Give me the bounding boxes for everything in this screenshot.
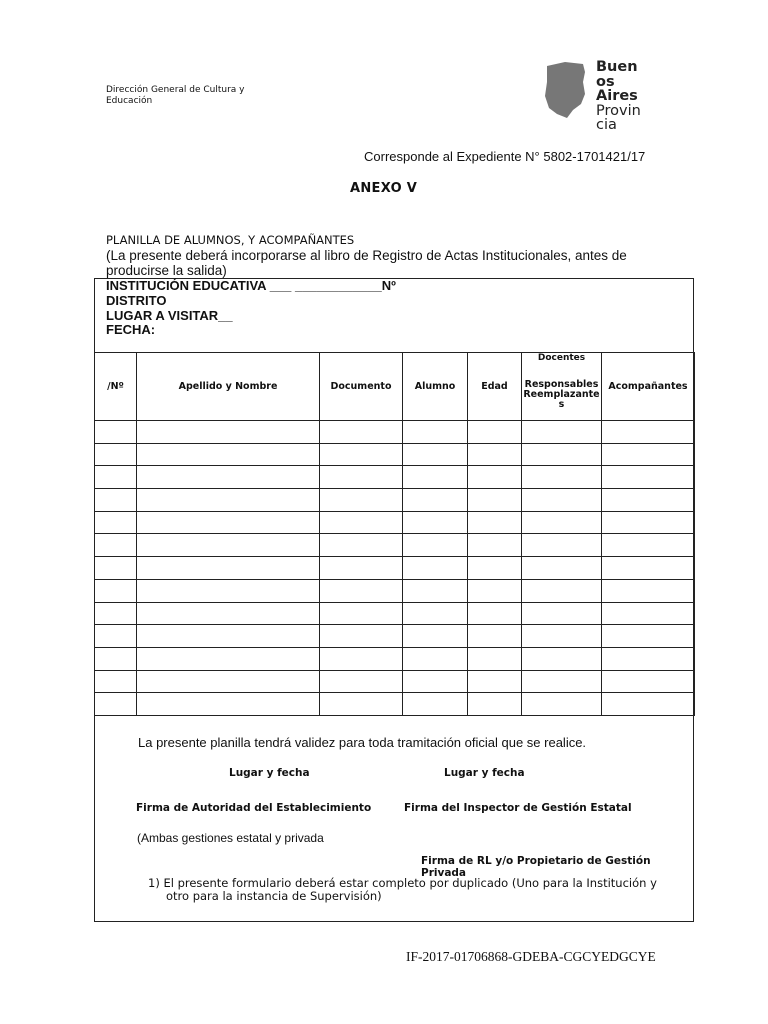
- col-header-num: /Nº: [95, 353, 137, 421]
- table-cell[interactable]: [468, 602, 522, 625]
- logo-line-3: Aires: [596, 88, 638, 104]
- table-row: [95, 602, 695, 625]
- anexo-title: ANEXO V: [350, 181, 418, 196]
- formulario-note: [148, 877, 678, 903]
- table-cell[interactable]: [468, 693, 522, 716]
- direccion-general-label: Dirección General de Cultura y Educación: [106, 85, 245, 106]
- table-cell[interactable]: [602, 511, 695, 534]
- table-cell[interactable]: [522, 534, 602, 557]
- table-row: [95, 557, 695, 580]
- table-cell[interactable]: [320, 557, 403, 580]
- col-header-docentes: [522, 353, 602, 421]
- table-row: [95, 421, 695, 444]
- table-cell[interactable]: [137, 534, 320, 557]
- table-cell[interactable]: [468, 443, 522, 466]
- table-cell[interactable]: [602, 489, 695, 512]
- table-cell[interactable]: [95, 670, 137, 693]
- logo-line-4: Provin: [596, 102, 641, 119]
- table-cell[interactable]: [137, 602, 320, 625]
- table-row: [95, 579, 695, 602]
- docentes-label: Docentes: [537, 353, 586, 363]
- table-cell[interactable]: [95, 579, 137, 602]
- table-cell[interactable]: [522, 443, 602, 466]
- table-cell[interactable]: [468, 579, 522, 602]
- table-cell[interactable]: [320, 534, 403, 557]
- col-header-documento: Documento: [320, 353, 403, 421]
- table-cell[interactable]: [95, 489, 137, 512]
- table-cell[interactable]: [320, 443, 403, 466]
- table-row: [95, 534, 695, 557]
- table-cell[interactable]: [602, 534, 695, 557]
- logo-text: [596, 60, 641, 133]
- table-cell[interactable]: [403, 579, 468, 602]
- table-cell[interactable]: [320, 421, 403, 444]
- buenos-aires-logo: [543, 58, 683, 138]
- firma-representante-legal: Firma de RL y/o Propietario de Gestión Privada: [421, 855, 651, 879]
- table-cell[interactable]: [95, 693, 137, 716]
- table-cell[interactable]: [95, 534, 137, 557]
- table-cell[interactable]: [137, 511, 320, 534]
- table-cell[interactable]: [320, 579, 403, 602]
- table-row: [95, 693, 695, 716]
- table-cell[interactable]: [602, 557, 695, 580]
- table-row: [95, 670, 695, 693]
- formulario-note-line-1: 1) El presente formulario deberá estar completo por duplicado (Uno para la Institución y: [148, 876, 657, 890]
- table-cell[interactable]: [320, 647, 403, 670]
- table-cell[interactable]: [95, 602, 137, 625]
- institution-line: INSTITUCIÓN EDUCATIVA ___ ____________Nº: [106, 278, 396, 293]
- table-cell[interactable]: [137, 421, 320, 444]
- table-cell[interactable]: [320, 625, 403, 648]
- table-cell[interactable]: [468, 511, 522, 534]
- table-cell[interactable]: [468, 466, 522, 489]
- table-cell[interactable]: [522, 625, 602, 648]
- table-cell[interactable]: [522, 602, 602, 625]
- logo-line-5: cia: [596, 117, 617, 133]
- table-cell[interactable]: [137, 647, 320, 670]
- table-row: [95, 489, 695, 512]
- table-cell[interactable]: [95, 421, 137, 444]
- table-cell[interactable]: [320, 511, 403, 534]
- province-map-icon: [543, 60, 587, 120]
- table-cell[interactable]: [403, 602, 468, 625]
- table-cell[interactable]: [95, 443, 137, 466]
- table-cell[interactable]: [522, 647, 602, 670]
- table-cell[interactable]: [602, 670, 695, 693]
- logo-line-1: Buen: [596, 59, 638, 75]
- table-cell[interactable]: [468, 625, 522, 648]
- col-header-alumno: Alumno: [403, 353, 468, 421]
- table-cell[interactable]: [522, 489, 602, 512]
- table-cell[interactable]: [95, 466, 137, 489]
- col-header-acompanantes: Acompañantes: [602, 353, 695, 421]
- table-cell[interactable]: [403, 511, 468, 534]
- table-cell[interactable]: [403, 647, 468, 670]
- table-cell[interactable]: [403, 443, 468, 466]
- table-cell[interactable]: [602, 602, 695, 625]
- table-cell[interactable]: [137, 670, 320, 693]
- table-cell[interactable]: [403, 693, 468, 716]
- expediente-reference: Corresponde al Expediente N° 5802-1701421/17: [364, 149, 646, 164]
- table-body: [95, 421, 695, 716]
- table-cell[interactable]: [602, 579, 695, 602]
- table-row: [95, 647, 695, 670]
- table-cell[interactable]: [137, 579, 320, 602]
- table-cell[interactable]: [320, 602, 403, 625]
- table-cell[interactable]: [137, 489, 320, 512]
- table-cell[interactable]: [522, 466, 602, 489]
- student-table: [94, 352, 695, 716]
- table-cell[interactable]: [602, 421, 695, 444]
- table-cell[interactable]: [468, 670, 522, 693]
- table-cell[interactable]: [468, 647, 522, 670]
- table-cell[interactable]: [468, 489, 522, 512]
- table-row: [95, 511, 695, 534]
- table-cell[interactable]: [320, 693, 403, 716]
- table-cell[interactable]: [95, 511, 137, 534]
- table-cell[interactable]: [602, 693, 695, 716]
- institution-block: [106, 279, 396, 338]
- table-cell[interactable]: [95, 557, 137, 580]
- firma-autoridad: Firma de Autoridad del Establecimiento: [136, 802, 372, 814]
- table-cell[interactable]: [602, 466, 695, 489]
- planilla-title: PLANILLA DE ALUMNOS, Y ACOMPAÑANTES: [106, 233, 355, 247]
- fecha-line: FECHA:: [106, 322, 156, 338]
- table-cell[interactable]: [602, 625, 695, 648]
- table-cell[interactable]: [602, 647, 695, 670]
- table-cell[interactable]: [602, 443, 695, 466]
- table-cell[interactable]: [95, 647, 137, 670]
- table-header-row: [95, 353, 695, 421]
- table-cell[interactable]: [522, 693, 602, 716]
- table-row: [95, 443, 695, 466]
- lugar-visitar-line: LUGAR A VISITAR__: [106, 307, 233, 323]
- table-cell[interactable]: [522, 421, 602, 444]
- table-cell[interactable]: [137, 625, 320, 648]
- table-row: [95, 466, 695, 489]
- table-cell[interactable]: [468, 534, 522, 557]
- table-cell[interactable]: [522, 579, 602, 602]
- formulario-note-line-2: otro para la instancia de Supervisión): [166, 889, 382, 903]
- table-cell[interactable]: [522, 557, 602, 580]
- table-cell[interactable]: [95, 625, 137, 648]
- ambas-gestiones-note: (Ambas gestiones estatal y privada: [137, 831, 324, 845]
- table-cell[interactable]: [403, 421, 468, 444]
- table-cell[interactable]: [320, 489, 403, 512]
- table-cell[interactable]: [403, 625, 468, 648]
- table-cell[interactable]: [403, 466, 468, 489]
- table-cell[interactable]: [403, 557, 468, 580]
- lugar-fecha-1: Lugar y fecha: [229, 767, 310, 779]
- table-row: [95, 625, 695, 648]
- firma-inspector: Firma del Inspector de Gestión Estatal: [404, 802, 632, 814]
- table-cell[interactable]: [522, 670, 602, 693]
- table-cell[interactable]: [137, 557, 320, 580]
- planilla-note: (La presente deberá incorporarse al libro de Registro de Actas Institucionales, antes de producirse la salida): [106, 248, 627, 278]
- table-cell[interactable]: [468, 557, 522, 580]
- table-cell[interactable]: [403, 670, 468, 693]
- logo-line-2: os: [596, 73, 615, 90]
- responsables-label: Responsables Reemplazantes: [523, 378, 600, 410]
- table-cell[interactable]: [137, 466, 320, 489]
- table-cell[interactable]: [320, 466, 403, 489]
- table-cell[interactable]: [320, 670, 403, 693]
- table-cell[interactable]: [403, 534, 468, 557]
- table-cell[interactable]: [468, 421, 522, 444]
- table-cell[interactable]: [137, 443, 320, 466]
- document-id: IF-2017-01706868-GDEBA-CGCYEDGCYE: [406, 949, 656, 964]
- col-header-edad: Edad: [468, 353, 522, 421]
- validez-statement: La presente planilla tendrá validez para toda tramitación oficial que se realice.: [138, 735, 587, 750]
- distrito-line: DISTRITO: [106, 292, 167, 308]
- lugar-fecha-2: Lugar y fecha: [444, 767, 525, 779]
- table-cell[interactable]: [403, 489, 468, 512]
- table-cell[interactable]: [137, 693, 320, 716]
- table-cell[interactable]: [522, 511, 602, 534]
- col-header-apellido: Apellido y Nombre: [137, 353, 320, 421]
